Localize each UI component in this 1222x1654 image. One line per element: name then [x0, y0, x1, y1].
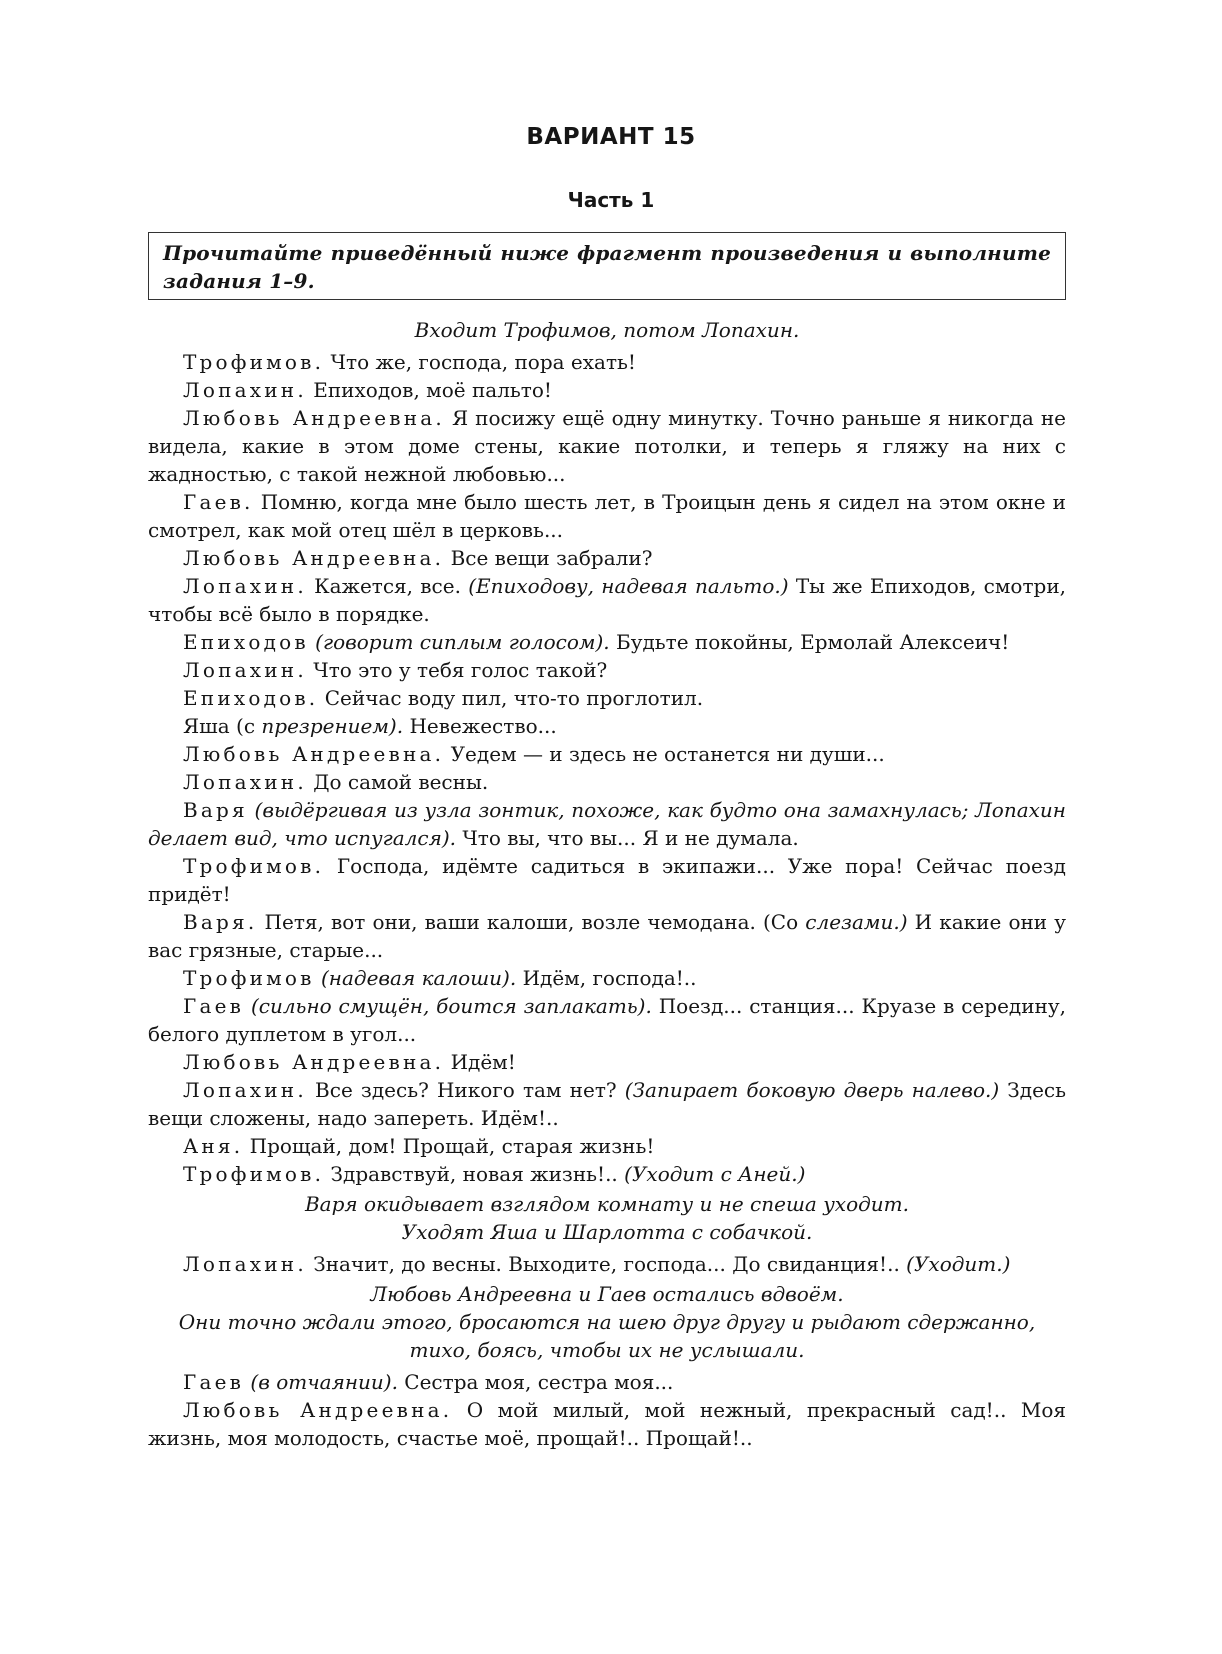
- line-text: И какие они у вас грязные, старые...: [148, 910, 1067, 962]
- dialogue-line: [148, 796, 1066, 852]
- line-text: Будьте покойны, Ермолай Алексеич!: [616, 630, 1010, 654]
- stage-remark: (Запирает боковую дверь налево.): [624, 1078, 1000, 1102]
- speaker-name: Гаев: [183, 994, 245, 1018]
- dialogue-line: [148, 992, 1066, 1048]
- speaker-name: Епиходов: [183, 630, 309, 654]
- dialogue-line: [148, 544, 1066, 572]
- speaker-name: Любовь Андреевна.: [183, 1050, 445, 1074]
- stage-remark: (в отчаянии).: [250, 1370, 398, 1394]
- speaker-name: Любовь Андреевна.: [183, 742, 445, 766]
- line-text: Петя, вот они, ваши калоши, возле чемодана. (Со: [264, 910, 799, 934]
- line-text: Здесь вещи сложены, надо запереть. Идём!..: [148, 1078, 1066, 1130]
- line-text: Все здесь? Никого там нет?: [315, 1078, 617, 1102]
- stage-direction: Любовь Андреевна и Гаев остались вдвоём. Они точно ждали этого, бросаются на шею друг другу и рыдают сдержанно, тихо, боясь, чтобы их не услышали.: [178, 1282, 1036, 1362]
- speaker-name: Варя: [183, 798, 248, 822]
- part-heading: Часть 1: [567, 188, 655, 212]
- speaker-name: Гаев.: [183, 490, 254, 514]
- dialogue-line: [148, 348, 1066, 376]
- speaker-name: Трофимов.: [183, 854, 325, 878]
- dialogue-line: [148, 768, 1066, 796]
- speaker-name: Трофимов: [183, 966, 315, 990]
- speaker-name: Лопахин.: [183, 770, 307, 794]
- line-text: Ты же Епиходов, смотри, чтобы всё было в порядке.: [148, 574, 1067, 626]
- line-text: Сейчас воду пил, что-то проглотил.: [324, 686, 704, 710]
- stage-remark: слезами.): [805, 910, 908, 934]
- line-text: Идём!: [450, 1050, 516, 1074]
- dialogue-line: [148, 656, 1066, 684]
- task-instruction-box: Прочитайте приведённый ниже фрагмент произведения и выполните задания 1–9.: [148, 232, 1066, 300]
- speaker-name: Любовь Андреевна.: [183, 406, 445, 430]
- stage-remark: презрением).: [261, 714, 404, 738]
- speaker-name: Варя.: [183, 910, 258, 934]
- line-text: Что вы, что вы... Я и не думала.: [462, 826, 799, 850]
- speaker-name: Аня.: [183, 1134, 244, 1158]
- dialogue-line: [148, 1076, 1066, 1132]
- line-text: Все вещи забрали?: [450, 546, 653, 570]
- line-text: Значит, до весны. Выходите, господа... До свиданция!..: [313, 1252, 900, 1276]
- speaker-name: Лопахин.: [183, 1252, 307, 1276]
- dialogue-line: [148, 572, 1066, 628]
- dialogue-line: [148, 684, 1066, 712]
- dialogue-line: [148, 1160, 1066, 1188]
- stage-remark: (Епиходову, надевая пальто.): [468, 574, 789, 598]
- speaker-name: Любовь Андреевна.: [183, 1398, 453, 1422]
- dialogue-line: [148, 740, 1066, 768]
- line-text: До самой весны.: [313, 770, 489, 794]
- speaker-name: Трофимов.: [183, 350, 325, 374]
- speaker-name: Лопахин.: [183, 378, 307, 402]
- line-text: Что же, господа, пора ехать!: [330, 350, 636, 374]
- line-text: О мой милый, мой нежный, прекрасный сад!.. Моя жизнь, моя молодость, счастье моё, прощай!.. Прощай!..: [148, 1398, 1067, 1450]
- stage-remark: (сильно смущён, боится заплакать).: [250, 994, 652, 1018]
- speaker-name: Епиходов.: [183, 686, 319, 710]
- line-text: Что это у тебя голос такой?: [313, 658, 608, 682]
- line-text: Я посижу ещё одну минутку. Точно раньше я никогда не видела, какие в этом доме стены, какие потолки, и теперь я гляжу на них с жадностью, с такой нежной любовью...: [148, 406, 1066, 486]
- stage-remark: (Уходит с Аней.): [624, 1162, 806, 1186]
- dialogue-line: [148, 1368, 1066, 1396]
- dialogue-line: [148, 628, 1066, 656]
- stage-direction: Входит Трофимов, потом Лопахин.: [414, 318, 800, 342]
- dialogue-line: [148, 404, 1066, 488]
- speaker-name: Яша (с: [183, 714, 256, 738]
- dialogue-line: [148, 964, 1066, 992]
- line-text: Уедем — и здесь не останется ни души...: [450, 742, 885, 766]
- speaker-name: Гаев: [183, 1370, 245, 1394]
- speaker-name: Лопахин.: [183, 574, 307, 598]
- line-text: Епиходов, моё пальто!: [313, 378, 552, 402]
- line-text: Идём, господа!..: [522, 966, 697, 990]
- speaker-name: Лопахин.: [183, 658, 307, 682]
- line-text: Помню, когда мне было шесть лет, в Троицын день я сидел на этом окне и смотрел, как мой отец шёл в церковь...: [148, 490, 1066, 542]
- dialogue-line: [148, 1048, 1066, 1076]
- dialogue-line: [148, 712, 1066, 740]
- dialogue-line: [148, 488, 1066, 544]
- speaker-name: Трофимов.: [183, 1162, 325, 1186]
- stage-direction: Варя окидывает взглядом комнату и не спеша уходит. Уходят Яша и Шарлотта с собачкой.: [304, 1192, 909, 1244]
- speaker-name: Лопахин.: [183, 1078, 307, 1102]
- line-text: Здравствуй, новая жизнь!..: [330, 1162, 618, 1186]
- stage-remark: (Уходит.): [906, 1252, 1011, 1276]
- stage-remark: (выдёргивая из узла зонтик, похоже, как будто она замахнулась; Лопахин делает вид, что испугался).: [148, 798, 1066, 850]
- dialogue-line: [148, 376, 1066, 404]
- variant-title: ВАРИАНТ 15: [526, 124, 696, 150]
- line-text: Поезд... станция... Круазе в середину, белого дуплетом в угол...: [148, 994, 1066, 1046]
- stage-remark: (надевая калоши).: [321, 966, 517, 990]
- line-text: Невежество...: [409, 714, 557, 738]
- dialogue-line: [148, 908, 1066, 964]
- line-text: Прощай, дом! Прощай, старая жизнь!: [249, 1134, 655, 1158]
- line-text: Кажется, все.: [314, 574, 461, 598]
- dialogue-line: [148, 1396, 1066, 1452]
- line-text: Господа, идёмте садиться в экипажи... Уже пора! Сейчас поезд придёт!: [148, 854, 1066, 906]
- play-excerpt: [148, 314, 1066, 1452]
- dialogue-line: [148, 1250, 1066, 1278]
- dialogue-line: [148, 1132, 1066, 1160]
- dialogue-line: [148, 852, 1066, 908]
- speaker-name: Любовь Андреевна.: [183, 546, 445, 570]
- line-text: Сестра моя, сестра моя...: [404, 1370, 674, 1394]
- stage-remark: (говорит сиплым голосом).: [315, 630, 610, 654]
